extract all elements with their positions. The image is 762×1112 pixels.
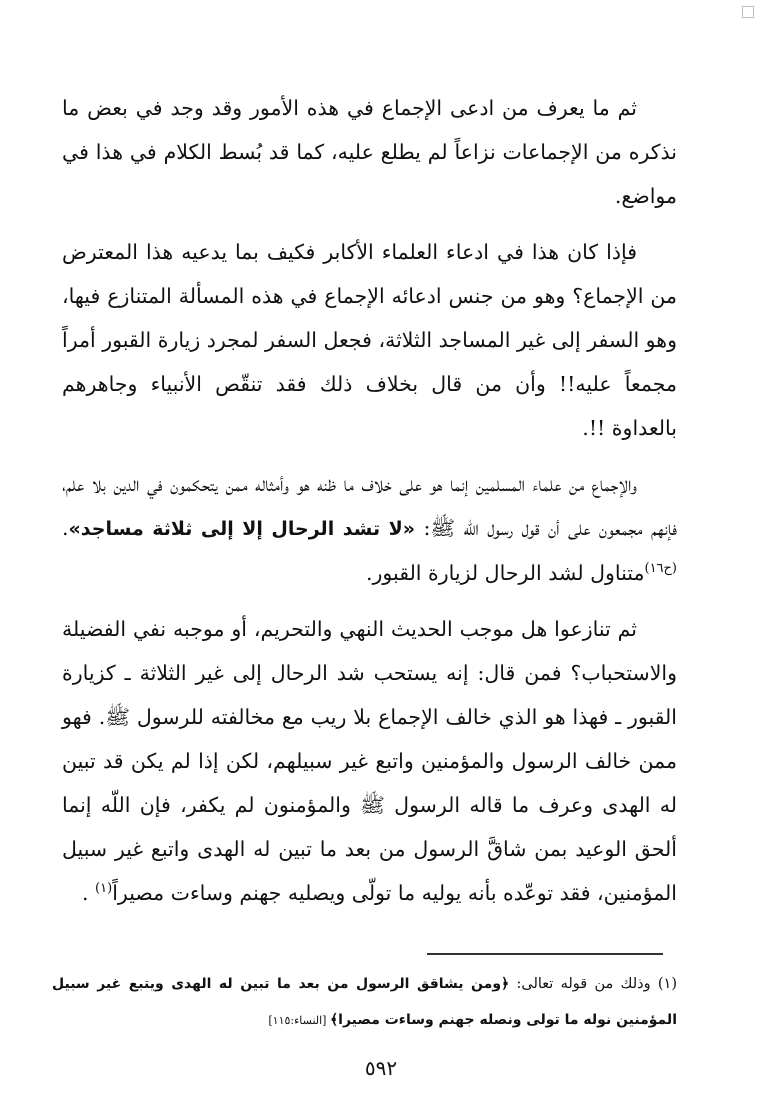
paragraph-4	[62, 607, 677, 915]
footnote-intro: (١) وذلك من قوله تعالى:	[509, 976, 677, 992]
paragraph-4-tail: .	[82, 881, 96, 905]
paragraph-1-text: ثم ما يعرف من ادعى الإجماع في هذه الأمور وقد وجد في بعض ما نذكره من الإجماعات نزاعاً لم يطلع عليه، كما قد بُسط الكلام في هذا في مواضع.	[62, 96, 677, 208]
paragraph-3-text: والإجماع من علماء المسلمين إنما هو على خلاف ما ظنه هو وأمثاله ممن يتحكمون في الدين بلا علم، فإنهم مجمعون على أن قول رسول اللّه ﷺ:	[62, 472, 677, 540]
hadith-period: .	[62, 516, 69, 540]
paragraph-3-tail: متناول لشد الرحال لزيارة القبور.	[366, 561, 645, 585]
footnote-verse: ﴿ومن يشاقق الرسول من بعد ما تبين له الهدى ويتبع غير سبيل المؤمنين نوله ما تولى ونصله جهنم وساءت مصيرا﴾	[52, 976, 677, 1028]
footnote-verse-reference: [النساء:١١٥]	[268, 1014, 330, 1027]
footnote-marker: (١)	[95, 881, 113, 897]
paragraph-2-text: فإذا كان هذا في ادعاء العلماء الأكابر فكيف بما يدعيه هذا المعترض من الإجماع؟ وهو من جنس ادعائه الإجماع في هذه المسألة المتنازع فيها، وهو السفر إلى غير المساجد الثلاثة، فجعل السفر لمجرد زيارة القبور أمراً مجمعاً عليه!! وأن من قال بخلاف ذلك فقد تنقّص الأنبياء وجاهرهم بالعداوة !!.	[62, 240, 677, 440]
paragraph-4-text: ثم تنازعوا هل موجب الحديث النهي والتحريم، أو موجبه نفي الفضيلة والاستحباب؟ فمن قال: إنه يستحب شد الرحال إلى غير الثلاثة ـ كزيارة القبور ـ فهذا هو الذي خالف الإجماع بلا ريب مع مخالفته للرسول ﷺ. فهو ممن خالف الرسول والمؤمنين واتبع غير سبيلهم، لكن إذا لم يكن قد تبين له الهدى وعرف ما قاله الرسول ﷺ والمؤمنون لم يكفر، فإن اللّه إنما ألحق الوعيد بمن شاقَّ الرسول من بعد ما تبين له الهدى واتبع غير سبيل المؤمنين، فقد توعّده بأنه يوليه ما تولّى ويصليه جهنم وساءت مصيراً	[62, 617, 677, 905]
main-text	[62, 86, 677, 915]
paragraph-3	[62, 462, 677, 595]
footnote	[52, 966, 677, 1039]
hadith-reference-mark: (ح١٦)	[644, 561, 677, 577]
paragraph-2	[62, 230, 677, 450]
paragraph-1	[62, 86, 677, 218]
page-number: ٥٩٢	[364, 1056, 398, 1080]
corner-box-mark	[742, 6, 754, 18]
footnote-divider	[427, 953, 663, 955]
hadith-quote: «لا تشد الرحال إلا إلى ثلاثة مساجد»	[68, 518, 416, 540]
